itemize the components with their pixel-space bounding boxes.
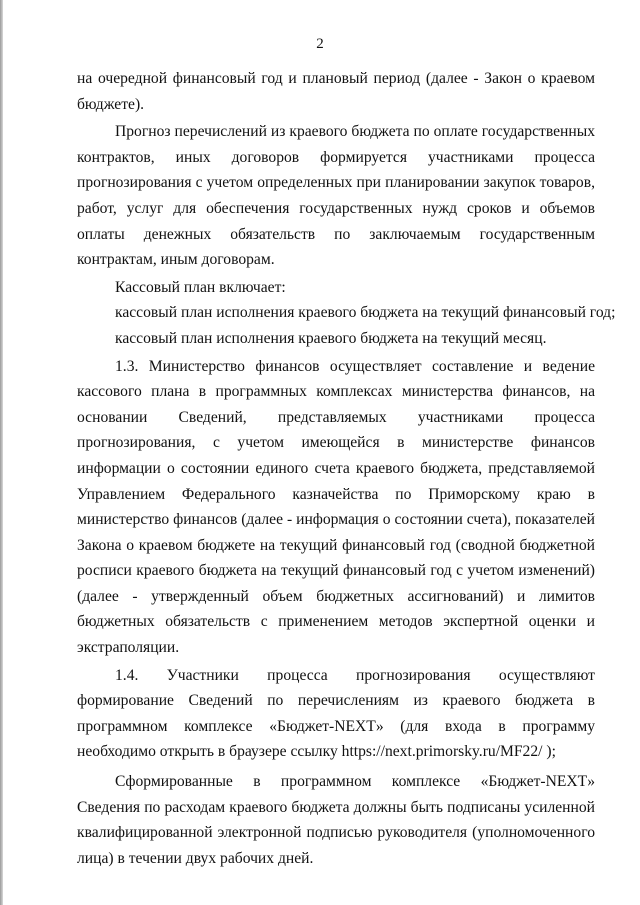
paragraph-cash-plan-month: кассовый план исполнения краевого бюджета на текущий месяц. (115, 329, 547, 347)
scan-edge-shadow (0, 0, 3, 905)
paragraph-section-1-4: 1.4. Участники процесса прогнозирования осуществляют формирование Сведений по перечислениям из краевого бюджета в программном комплексе «Бюджет-NEXT» (для входа в программу необходимо открыть в браузере ссылку https://next.primorsky.ru/MF22/ ); (77, 666, 595, 761)
paragraph-cash-plan-year: кассовый план исполнения краевого бюджета на текущий финансовый год; (115, 304, 616, 322)
paragraph-cash-plan-includes: Кассовый план включает: (115, 278, 286, 296)
paragraph-forecast: Прогноз перечислений из краевого бюджета по оплате государственных контрактов, иных договоров формируется участниками процесса прогнозирования с учетом определенных при планировании закупок товаров, работ, услуг для обеспечения государственных нужд сроков и объемов оплаты денежных обязательств по заключаемым государственным контрактам, иным договорам. (77, 123, 595, 269)
page-number: 2 (316, 36, 324, 52)
paragraph-budget-law-continuation: на очередной финансовый год и плановый период (далее - Закон о краевом бюджете). (77, 70, 595, 113)
document-body (77, 66, 616, 871)
paragraph-signature-requirement: Сформированные в программном комплексе «Бюджет-NEXT» Сведения по расходам краевого бюджета должны быть подписаны усиленной квалифицированной электронной подписью руководителя (уполномоченного лица) в течении двух рабочих дней. (77, 773, 595, 867)
paragraph-section-1-3: 1.3. Министерство финансов осуществляет составление и ведение кассового плана в программных комплексах министерства финансов, на основании Сведений, представляемых участниками процесса прогнозирования, с учетом имеющейся в министерстве финансов информации о состоянии единого счета краевого бюджета, представляемой Управлением Федерального казначейства по Приморскому краю в министерство финансов (далее - информация о состоянии счета), показателей Закона о краевом бюджете на текущий финансовый год (сводной бюджетной росписи краевого бюджета на текущий финансовый год с учетом изменений) (далее - утвержденный объем бюджетных ассигнований) и лимитов бюджетных обязательств с применением методов экспертной оценки и экстраполяции. (77, 357, 595, 657)
